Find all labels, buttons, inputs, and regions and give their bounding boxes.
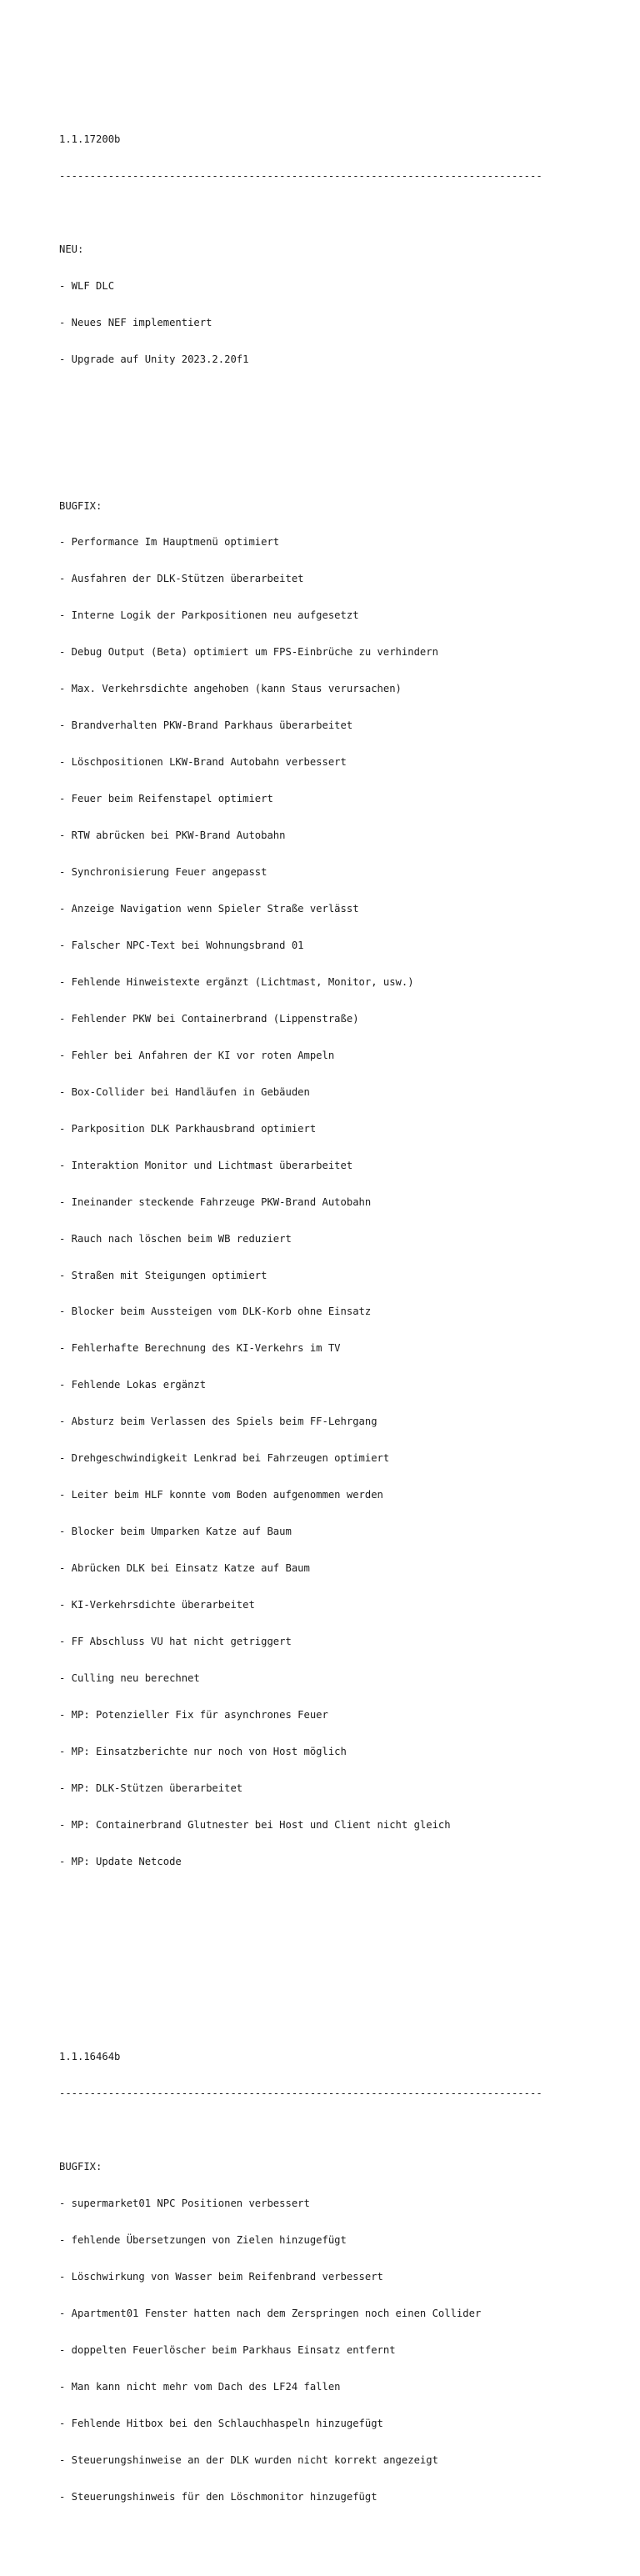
list-item: - Fehlerhafte Berechnung des KI-Verkehrs im TV <box>59 1342 341 1355</box>
list-item: - Fehlender PKW bei Containerbrand (Lippenstraße) <box>59 1012 359 1025</box>
list-item: - Ausfahren der DLK-Stützen überarbeitet <box>59 573 304 585</box>
list-item: - Performance Im Hauptmenü optimiert <box>59 536 280 549</box>
section-bugfix <box>59 475 626 1892</box>
list-item: - Max. Verkehrsdichte angehoben (kann Staus verursachen) <box>59 683 402 695</box>
list-item: - MP: Containerbrand Glutnester bei Host und Client nicht gleich <box>59 1818 451 1831</box>
section-heading: BUGFIX: <box>59 2161 102 2173</box>
list-item: - Löschpositionen LKW-Brand Autobahn verbessert <box>59 756 347 769</box>
list-item: - Apartment01 Fenster hatten nach dem Zerspringen noch einen Collider <box>59 2307 482 2319</box>
list-item: - doppelten Feuerlöscher beim Parkhaus Einsatz entfernt <box>59 2343 396 2356</box>
list-item: - MP: Potenzieller Fix für asynchrones Feuer <box>59 1708 328 1721</box>
list-item: - Culling neu berechnet <box>59 1672 200 1685</box>
list-item: - WLF DLC <box>59 279 115 292</box>
list-item: - FF Abschluss VU hat nicht getriggert <box>59 1636 292 1648</box>
list-item: - Falscher NPC-Text bei Wohnungsbrand 01 <box>59 939 304 951</box>
list-item: - Blocker beim Aussteigen vom DLK-Korb ohne Einsatz <box>59 1306 372 1318</box>
list-item: - Interaktion Monitor und Lichtmast überarbeitet <box>59 1159 353 1171</box>
list-item: - Steuerungshinweise an der DLK wurden nicht korrekt angezeigt <box>59 2453 438 2466</box>
changelog-document <box>59 60 626 2576</box>
list-item: - Fehlende Hinweistexte ergänzt (Lichtmast, Monitor, usw.) <box>59 975 414 988</box>
list-item: - Feuer beim Reifenstapel optimiert <box>59 793 273 805</box>
list-item: - Drehgeschwindigkeit Lenkrad bei Fahrzeugen optimiert <box>59 1452 390 1465</box>
list-item: - MP: Einsatzberichte nur noch von Host möglich <box>59 1745 347 1757</box>
list-item: - MP: Update Netcode <box>59 1855 182 1867</box>
separator-line: ------------------------------------------------------------------------------- <box>59 169 542 182</box>
list-item: - Man kann nicht mehr vom Dach des LF24 fallen <box>59 2380 341 2393</box>
release-version: 1.1.17200b <box>59 133 121 145</box>
list-item: - Fehlende Hitbox bei den Schlauchhaspeln hinzugefügt <box>59 2417 383 2429</box>
list-item: - Debug Output (Beta) optimiert um FPS-Einbrüche zu verhindern <box>59 646 438 659</box>
separator-line: ------------------------------------------------------------------------------- <box>59 2087 542 2100</box>
spacer <box>59 1953 626 1977</box>
section-bugfix <box>59 2137 626 2528</box>
section-new <box>59 219 626 390</box>
list-item: - Interne Logik der Parkpositionen neu aufgesetzt <box>59 609 359 622</box>
list-item: - Anzeige Navigation wenn Spieler Straße verlässt <box>59 903 359 915</box>
list-item: - Blocker beim Umparken Katze auf Baum <box>59 1526 292 1538</box>
section-heading: NEU: <box>59 243 84 255</box>
list-item: - Fehlende Lokas ergänzt <box>59 1379 207 1391</box>
list-item: - Löschwirkung von Wasser beim Reifenbrand verbessert <box>59 2270 383 2283</box>
list-item: - Parkposition DLK Parkhausbrand optimiert <box>59 1122 317 1135</box>
list-item: - supermarket01 NPC Positionen verbessert <box>59 2198 310 2210</box>
release-block <box>59 2027 626 2552</box>
list-item: - Straßen mit Steigungen optimiert <box>59 1269 268 1281</box>
list-item: - Box-Collider bei Handläufen in Gebäuden <box>59 1085 310 1098</box>
list-item: - Upgrade auf Unity 2023.2.20f1 <box>59 353 249 365</box>
list-item: - Rauch nach löschen beim WB reduziert <box>59 1232 292 1245</box>
list-item: - Abrücken DLK bei Einsatz Katze auf Baum <box>59 1562 310 1575</box>
list-item: - Leiter beim HLF konnte vom Boden aufgenommen werden <box>59 1489 383 1501</box>
list-item: - Steuerungshinweis für den Löschmonitor hinzugefügt <box>59 2490 378 2503</box>
spacer <box>59 427 626 439</box>
list-item: - RTW abrücken bei PKW-Brand Autobahn <box>59 829 286 842</box>
list-item: - fehlende Übersetzungen von Zielen hinzugefügt <box>59 2234 347 2247</box>
list-item: - Absturz beim Verlassen des Spiels beim FF-Lehrgang <box>59 1416 378 1428</box>
release-version: 1.1.16464b <box>59 2051 121 2063</box>
list-item: - Synchronisierung Feuer angepasst <box>59 866 268 879</box>
release-block <box>59 109 626 1917</box>
list-item: - Neues NEF implementiert <box>59 316 212 328</box>
list-item: - MP: DLK-Stützen überarbeitet <box>59 1782 243 1794</box>
list-item: - Fehler bei Anfahren der KI vor roten Ampeln <box>59 1049 335 1061</box>
list-item: - Ineinander steckende Fahrzeuge PKW-Brand Autobahn <box>59 1195 372 1208</box>
list-item: - Brandverhalten PKW-Brand Parkhaus überarbeitet <box>59 719 353 732</box>
list-item: - KI-Verkehrsdichte überarbeitet <box>59 1599 255 1611</box>
section-heading: BUGFIX: <box>59 499 102 512</box>
